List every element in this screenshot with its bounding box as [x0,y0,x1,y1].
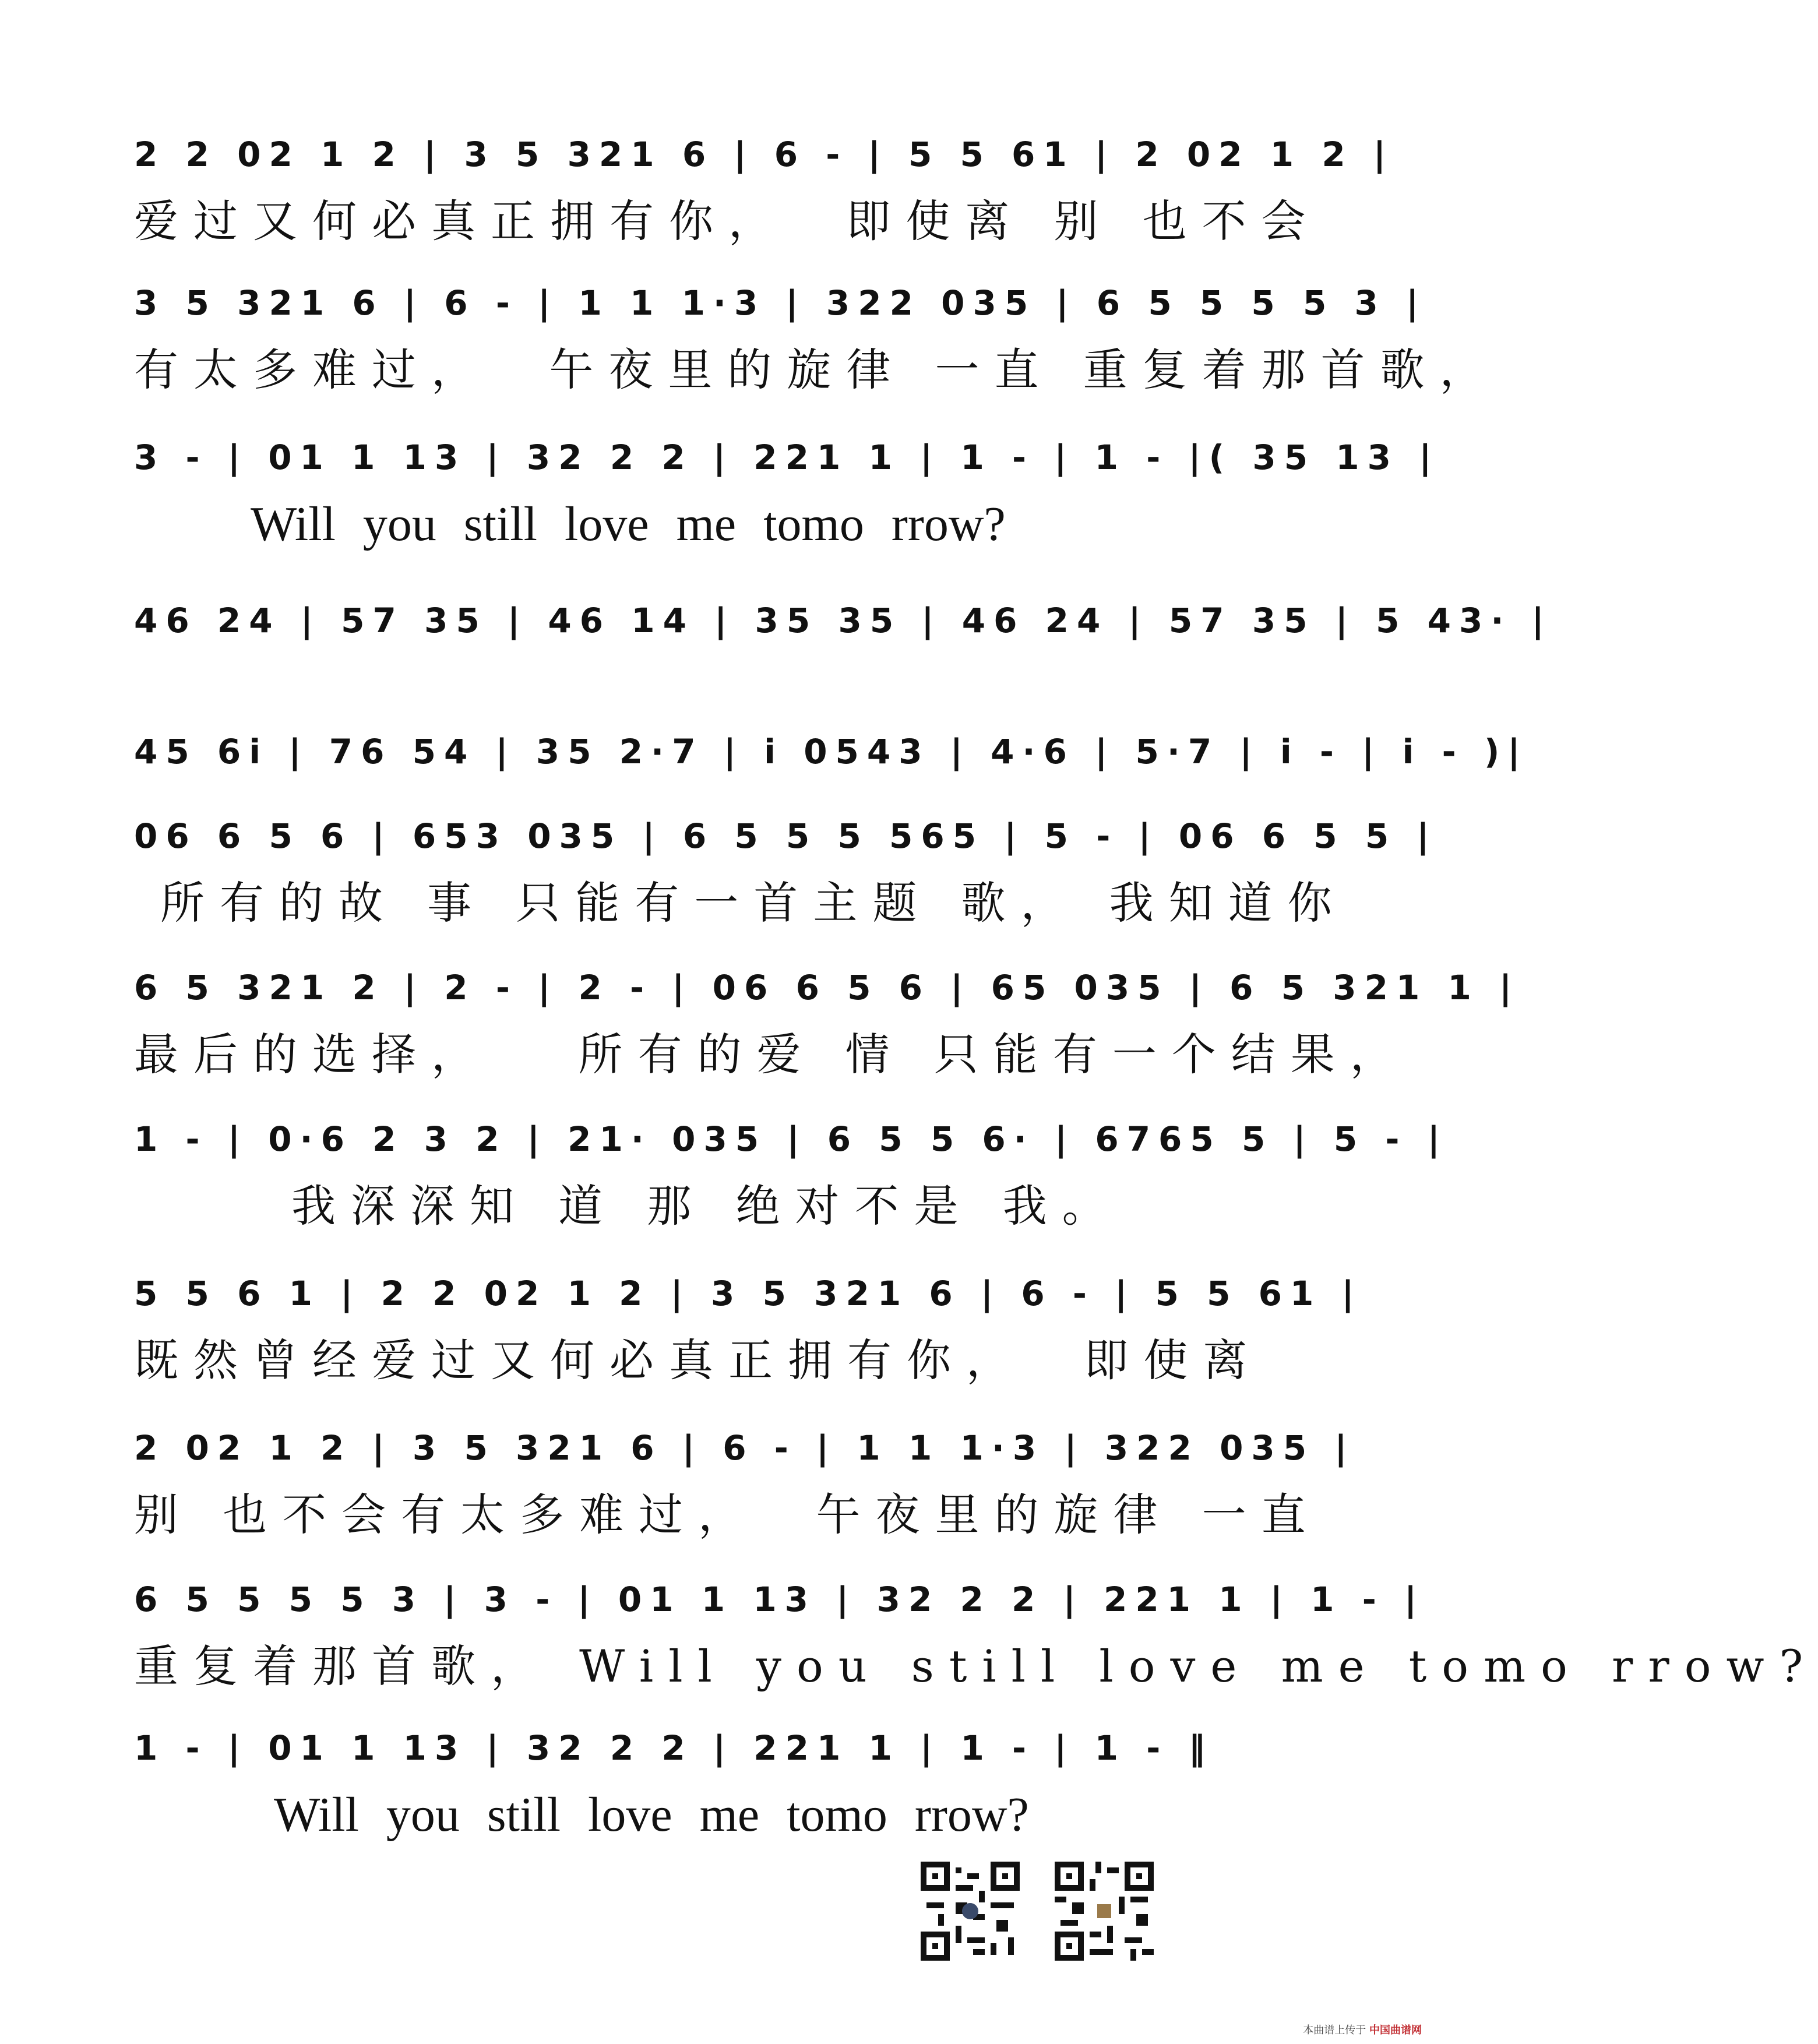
lyric-line: 最后的选择， 所有的爱 情 只能有一个结果， [134,1028,1410,1080]
lyric-line: 爱过又何必真正拥有你， 即使离 别 也不会 [134,195,1321,247]
lyric-line: 重复着那首歌， Will you still love me tomo rrow? [134,1640,1818,1692]
lyric-line: Will you still love me tomo rrow? [251,497,1006,551]
notation-line: 3 - | 01 1 13 | 32 2 2 | 221 1 | 1 - | 1 - |( 35 13 | [134,438,1440,477]
notation-line: 2 2 02 1 2 | 3 5 321 6 | 6 - | 5 5 61 | 2 02 1 2 | [134,135,1394,174]
notation-line: 3 5 321 6 | 6 - | 1 1 1·3 | 322 035 | 6 5 5 5 5 3 | [134,283,1427,323]
notation-line: 46 24 | 57 35 | 46 14 | 35 35 | 46 24 | 57 35 | 5 43· | [134,601,1552,640]
qr-code-icon [1055,1862,1154,1961]
notation-line: 6 5 321 2 | 2 - | 2 - | 06 6 5 6 | 65 035 | 6 5 321 1 | [134,968,1520,1007]
notation-line: 45 6i | 76 54 | 35 2·7 | i 0543 | 4·6 | 5·7 | i - | i - )| [134,732,1528,771]
notation-line: 1 - | 01 1 13 | 32 2 2 | 221 1 | 1 - | 1 - ‖ [134,1728,1214,1768]
notation-line: 1 - | 0·6 2 3 2 | 21· 035 | 6 5 5 6· | 6765 5 | 5 - | [134,1119,1448,1159]
lyric-line: 有太多难过， 午夜里的旋律 一直 重复着那首歌， [134,344,1499,396]
lyric-line: 我深深知 道 那 绝对不是 我。 [291,1180,1122,1232]
qr-code-left[interactable] [921,1862,1020,1961]
lyric-line: 所有的故 事 只能有一首主题 歌， 我知道你 [160,877,1347,929]
footer-brand[interactable]: 中国曲谱网 [1369,2024,1422,2036]
footer-credit [1303,2022,1422,2037]
footer-prefix: 本曲谱上传于 [1303,2024,1366,2036]
notation-line: 2 02 1 2 | 3 5 321 6 | 6 - | 1 1 1·3 | 322 035 | [134,1428,1355,1468]
lyric-line: 别 也不会有太多难过， 午夜里的旋律 一直 [134,1489,1321,1541]
lyric-line: Will you still love me tomo rrow? [274,1788,1029,1842]
qr-code-right[interactable] [1055,1862,1154,1961]
notation-line: 6 5 5 5 5 3 | 3 - | 01 1 13 | 32 2 2 | 221 1 | 1 - | [134,1580,1425,1619]
qr-code-icon [921,1862,1020,1961]
lyric-line: 既然曾经爱过又何必真正拥有你， 即使离 [134,1334,1263,1386]
notation-line: 5 5 6 1 | 2 2 02 1 2 | 3 5 321 6 | 6 - | 5 5 61 | [134,1274,1362,1313]
notation-line: 06 6 5 6 | 653 035 | 6 5 5 5 565 | 5 - | 06 6 5 5 | [134,816,1438,856]
